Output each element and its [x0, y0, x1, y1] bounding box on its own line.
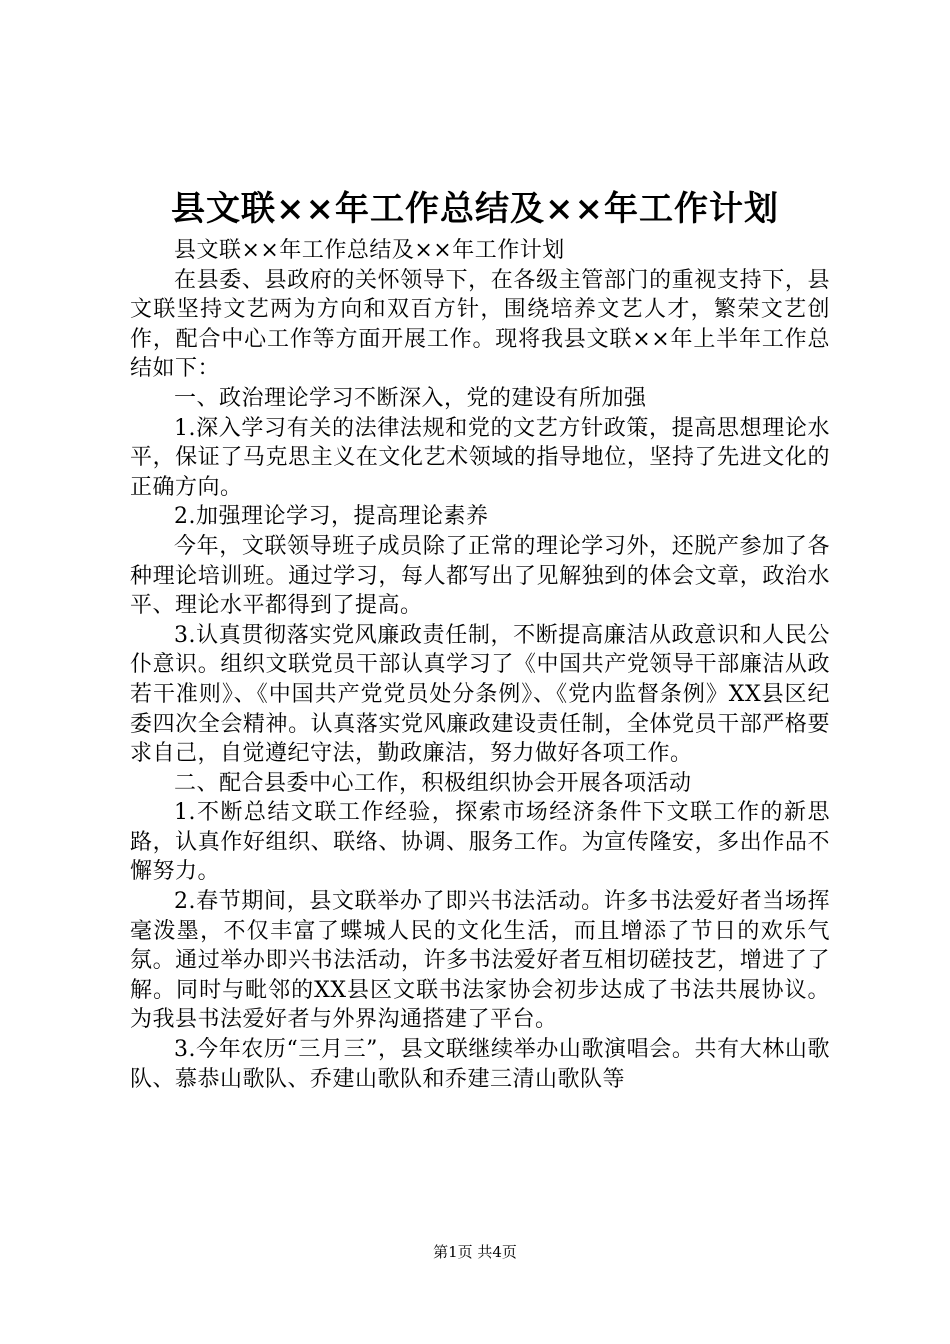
document-title: 县文联××年工作总结及××年工作计划 [171, 189, 779, 229]
paragraph: 在县委、县政府的关怀领导下，在各级主管部门的重视支持下，县文联坚持文艺两为方向和双百方针，围绕培养文艺人才，繁荣文艺创作，配合中心工作等方面开展工作。现将我县文联××年上半年工作总结如下： [130, 267, 830, 382]
document-body [130, 236, 830, 1094]
section-heading: 一、政治理论学习不断深入，党的建设有所加强 [174, 385, 647, 411]
paragraph: 2.加强理论学习，提高理论素养 [174, 504, 489, 530]
document-subtitle: 县文联××年工作总结及××年工作计划 [174, 238, 565, 263]
paragraph: 3.认真贯彻落实党风廉政责任制，不断提高廉洁从政意识和人民公仆意识。组织文联党员干部认真学习了《中国共产党领导干部廉洁从政若干准则》、《中国共产党党员处分条例》、《党内监督条例》XX县区纪委四次全会精神。认真落实党风廉政建设责任制，全体党员干部严格要求自己，自觉遵纪守法，勤政廉洁，努力做好各项工作。 [130, 622, 830, 767]
paragraph: 今年，文联领导班子成员除了正常的理论学习外，还脱产参加了各种理论培训班。通过学习，每人都写出了见解独到的体会文章，政治水平、理论水平都得到了提高。 [130, 533, 830, 619]
paragraph: 3.今年农历“三月三”，县文联继续举办山歌演唱会。共有大林山歌队、慕恭山歌队、乔建山歌队和乔建三清山歌队等 [130, 1037, 830, 1092]
section-heading: 二、配合县委中心工作，积极组织协会开展各项活动 [174, 770, 692, 796]
page-number-footer: 第1页 共4页 [433, 1243, 517, 1261]
paragraph: 2.春节期间，县文联举办了即兴书法活动。许多书法爱好者当场挥毫泼墨，不仅丰富了蝶城人民的文化生活，而且增添了节日的欢乐气氛。通过举办即兴书法活动，许多书法爱好者互相切磋技艺，增进了了解。同时与毗邻的XX县区文联书法家协会初步达成了书法共展协议。为我县书法爱好者与外界沟通搭建了平台。 [130, 889, 830, 1033]
paragraph: 1.不断总结文联工作经验，探索市场经济条件下文联工作的新思路，认真作好组织、联络、协调、服务工作。为宣传隆安，多出作品不懈努力。 [130, 800, 830, 885]
paragraph: 1.深入学习有关的法律法规和党的文艺方针政策，提高思想理论水平，保证了马克思主义在文化艺术领域的指导地位，坚持了先进文化的正确方向。 [130, 415, 830, 500]
